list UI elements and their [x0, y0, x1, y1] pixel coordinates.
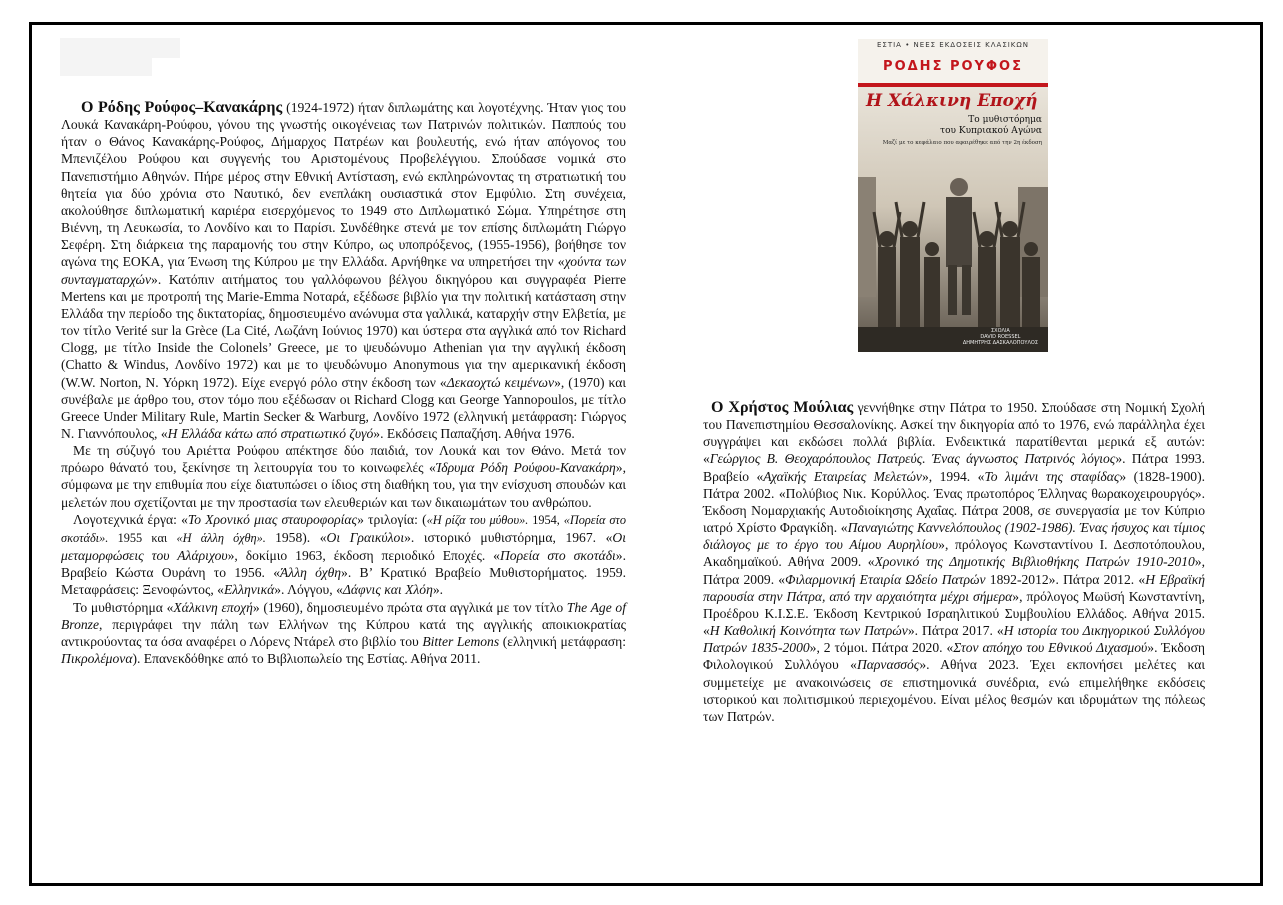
- italic-title: Οι μεταμορφώσεις του Αλάριχου: [61, 529, 626, 564]
- italic-title: Αχαϊκής Εταιρείας Μελετών: [763, 468, 922, 484]
- text-run: (ελληνική μετάφραση:: [499, 633, 626, 649]
- italic-title: Παρνασσός: [856, 657, 920, 673]
- text-run: ». ιστορικό μυθιστόρημα, 1967. «: [404, 529, 613, 545]
- cover-series: ΕΣΤΙΑ • ΝΕΕΣ ΕΚΔΟΣΕΙΣ ΚΛΑΣΙΚΩΝ: [877, 41, 1029, 49]
- text-run: 1955 και: [117, 530, 177, 545]
- cover-title: Η Χάλκινη Εποχή: [866, 91, 1038, 111]
- paragraph: [61, 599, 626, 668]
- text-run: ». Εκδόσεις Παπαζήση. Αθήνα 1976.: [373, 425, 575, 441]
- italic-title: Ίδρυμα Ρόδη Ρούφου-Κανακάρη: [435, 460, 616, 476]
- italic-title: The Age of Bronze: [61, 599, 626, 632]
- italic-title: «Η άλλη όχθη».: [176, 530, 276, 545]
- text-run: ». Αθήνα 2023. Έχει εκπονήσει μελέτες και συμμετείχε με ανακοινώσεις σε επιστημονικά συνέδρια, ενώ επιμελήθηκε εκδόσεις ιστορικού και πολιτισμικού περιεχομένου. Είναι μέλος θεσμών και ιδρυμάτων της πόλεως των Πατρών.: [703, 657, 1205, 724]
- italic-title: Στον απόηχο του Εθνικού Διχασμού: [953, 640, 1148, 656]
- italic-title: Γεώργιος Β. Θεοχαρόπουλος Πατρεύς. Ένας άγνωστος Πατρινός λόγιος: [709, 451, 1116, 467]
- italic-title: Δάφνις και Χλόη: [342, 582, 433, 598]
- text-run: », Πάτρα 2009. «: [703, 554, 1205, 587]
- text-run: Το μυθιστόρημα «: [73, 599, 174, 615]
- paragraph: [61, 99, 626, 442]
- text-run: ».: [432, 582, 444, 598]
- text-run: » (1828-1900). Πάτρα 2002. «Πολύβιος Νικ. Κορύλλος. Ένας πρωτοπόρος Έλληνας θωρακοχειρουργός». Έκδοση Νομαρχιακής Αυτοδιοίκησης Αχαΐας. Πάτρα 2008, σε συνεργασία με τον Κύπριο ιατρό Χρίστο Φραγκίδη. «: [703, 468, 1205, 536]
- text-run: γεννήθηκε στην Πάτρα το 1950. Σπούδασε στη Νομική Σχολή του Πανεπιστημίου Θεσσαλονίκης. Ασκεί την δικηγορία από το 1976, ενώ παράλληλα έχει συγγράψει και εκδώσει πολλά βιβλία. Ενδεικτικά παρατίθενται μερικά εξ αυτών: «: [703, 400, 1206, 467]
- person-name: Ο Ρόδης Ρούφος–Κανακάρης: [81, 99, 283, 116]
- text-run: ). Επανεκδόθηκε από το Βιβλιοπωλείο της Εστίας. Αθήνα 2011.: [132, 651, 481, 666]
- italic-title: Η Εβραϊκή παρουσία στην Πάτρα, από την αρχαιότητα μέχρι σήμερα: [703, 571, 1205, 604]
- italic-title: Πορεία στο σκοτάδι: [499, 548, 616, 564]
- biography-rufos: [61, 99, 626, 667]
- book-cover: [858, 39, 1048, 352]
- text-run: 1958). «: [275, 529, 327, 545]
- text-run: » (1960), δημοσιευμένο πρώτα στα αγγλικά με τον τίτλο: [252, 599, 567, 615]
- text-run: ». Β’ Κρατικό Βραβείο Μυθιστορήματος. 1959. Μεταφράσεις: Ξενοφώντος, «: [61, 565, 626, 598]
- italic-title: Φιλαρμονική Εταιρία Ωδείο Πατρών: [785, 571, 986, 587]
- italic-title: Το Χρονικό μιας σταυροφορίας: [187, 511, 358, 527]
- italic-title: Ελληνικά: [223, 582, 275, 598]
- text-run: ». Λόγγου, «: [274, 582, 343, 598]
- italic-title: Η Ελλάδα κάτω από στρατιωτικό ζυγό: [167, 425, 374, 441]
- person-name: Ο Χρήστος Μούλιας: [711, 399, 854, 416]
- cover-credits: ΣΧΟΛΙΑ DAVID ROESSEL ΔΗΜΗΤΡΗΣ ΔΑΣΚΑΛΟΠΟΥΛΟΣ: [962, 328, 1038, 346]
- paragraph: [61, 511, 626, 599]
- biography-moulias: [703, 399, 1205, 725]
- italic-title: «Η ρίζα του μύθου».: [426, 512, 533, 527]
- text-run: Με τη σύζυγό του Αριέττα Ρούφου απέκτησε δύο παιδιά, τον Λουκά και τον Θάνο. Μετά τον πρόωρο θάνατό του, ξεκίνησε τη λειτουργία του το κοινωφελές «: [61, 443, 626, 476]
- italic-title: Η Καθολική Κοινότητα των Πατρών: [709, 623, 908, 639]
- paragraph: [703, 399, 1205, 725]
- italic-title: Παναγιώτης Καννελόπουλος (1902-1986). Ένας ήσυχος και τίμιος διάλογος με το έργο του Αίμου Αυρηλίου: [703, 520, 1205, 553]
- text-run: », 2 τόμοι. Πάτρα 2020. «: [809, 640, 954, 656]
- italic-title: Το λιμάνι της σταφίδας: [984, 468, 1120, 484]
- text-run: ». Έκδοση Φιλολογικού Συλλόγου «: [703, 640, 1206, 673]
- italic-title: Η ιστορία του Δικηγορικού Συλλόγου Πατρών 1835-2000: [703, 623, 1205, 656]
- text-run: Λογοτεχνικά έργα: «: [73, 511, 188, 527]
- italic-title: Δεκαοχτώ κειμένων: [446, 374, 555, 390]
- text-run: », πρόλογος Μωϋσή Κωνσταντίνη, Προέδρου Κ.Ι.Σ.Ε. Έκδοση Κεντρικού Ισραηλιτικού Συμβουλίου Ελλάδος. Αθήνα 2015. «: [703, 588, 1205, 639]
- text-run: ». Πάτρα 1993. Βραβείο «: [703, 451, 1205, 484]
- italic-title: χούντα των συνταγματαρχών: [61, 254, 626, 287]
- text-run: », πρόλογος Κωνσταντίνου Ι. Δεσποτόπουλου, Ακαδημαϊκού. Αθήνα 2009. «: [703, 537, 1205, 570]
- text-run: ». Βραβείο Κώστα Ουράνη το 1956. «: [61, 548, 626, 581]
- italic-title: Οι Γραικύλοι: [326, 529, 405, 545]
- italic-title: Χρονικό της Δημοτικής Βιβλιοθήκης Πατρών 1910-2010: [874, 554, 1195, 570]
- italic-title: Bitter Lemons: [422, 633, 500, 649]
- italic-title: «Πορεία στο σκοτάδι».: [61, 512, 626, 545]
- logo-placeholder: [60, 38, 180, 76]
- text-run: , περιγράφει την πάλη των Ελλήνων της Κύπρου κατά της αγγλικής αποικιοκρατίας αντικρούοντας τα όσα αναφέρει ο Λόρενς Ντάρελ στο βιβλίο του: [61, 616, 626, 649]
- text-run: », 1994. «: [921, 468, 985, 484]
- cover-subtitle: Το μυθιστόρημα του Κυπριακού Αγώνα: [940, 115, 1042, 136]
- italic-title: Πικρολέμονα: [61, 651, 133, 666]
- italic-title: Άλλη όχθη: [280, 565, 342, 581]
- text-run: (1924-1972) ήταν διπλωμάτης και λογοτέχνης. Ήταν γιος του Λουκά Κανακάρη-Ρούφου, γόνου της γνωστής οικογένειας των Πατρινών πολιτικών. Παππούς του ήταν ο Θάνος Κανακάρης-Ρούφος, Δήμαρχος Πατρέων και βουλευτής, ενώ ήταν απόγονος του Μπενιζέλου Ρούφου και συγγενής του Αριστομένους Προβελέγγιου. Σπούδασε νομικά στο Πανεπιστήμιο Αθηνών. Πήρε μέρος στην Εθνική Αντίσταση, ενώ εκπληρώνοντας τη στρατιωτική του θητεία για δύο χρόνια στο Ναυτικό, δεν ενεπλάκη ουσιαστικά στον Εμφύλιο. Στη συνέχεια, ακολούθησε διπλωματική καριέρα εισερχόμενος το 1949 στο Διπλωματικό Σώμα. Υπηρέτησε στη Βιέννη, τη Λευκωσία, το Λονδίνο και το Παρίσι. Συνδέθηκε στενά με τον επίσης διπλωμάτη Γιώργο Σεφέρη. Στη διάρκεια της παραμονής του στην Κύπρο, ως υποπρόξενος, (1955-1956), βοήθησε τον αγώνα της ΕΟΚΑ, για Ένωση της Κύπρου με την Ελλάδα. Αρνήθηκε να υπηρετήσει την «: [61, 100, 626, 270]
- text-run: » τριλογία: (: [357, 511, 427, 527]
- cover-author: ΡΟΔΗΣ ΡΟΥΦΟΣ: [883, 59, 1023, 74]
- text-run: », (1970) και συνέβαλε με άρθρο του, στον τόμο που εξέδωσαν οι Richard Clogg και George Yannopoulos, με τίτλο Greece Under Military Rule, Martin Secker & Warburg, Λονδίνο 1972 (ελληνική μετάφραση: Γιώργος Ν. Γιαννόπουλος, «: [61, 374, 626, 441]
- text-run: », δοκίμιο 1963, έκδοση περιοδικό Εποχές. «: [227, 548, 500, 564]
- text-run: 1954,: [532, 512, 564, 527]
- text-run: ». Πάτρα 2017. «: [907, 623, 1004, 639]
- text-run: 1892-2012». Πάτρα 2012. «: [985, 571, 1146, 587]
- text-run: », σύμφωνα με την επιθυμία που είχε διατυπώσει ο ίδιος στη διαθήκη του, για την ενίσχυση σπουδών και μελετών που σχετίζονται με την προστασία των ελευθεριών και των δικαιωμάτων του ανθρώπου.: [61, 460, 626, 510]
- italic-title: Χάλκινη εποχή: [173, 599, 253, 615]
- cover-note: Μαζί με το κεφάλαιο που αφαιρέθηκε από την 2η έκδοση: [882, 140, 1042, 146]
- text-run: ». Κατόπιν αιτήματος του γαλλόφωνου βέλγου δικηγόρου και συγγραφέα Pierre Mertens και με προτροπή της Marie-Emma Νοταρά, εξέδωσε βιβλίο για την πολιτική κατάσταση στην Ελλάδα την περίοδο της δικτατορίας, δημοσιευμένο ανώνυμα στα γαλλικά, καταρχήν στην Ελβετία, με τον τίτλο Verité sur la Grèce (La Cité, Λωζάνη Ιούνιος 1970) και ύστερα στα αγγλικά από τον Richard Clogg, με τίτλο Inside the Colonels’ Greece, με το ψευδώνυμο Athenian για την αγγλική έκδοση (Chatto & Windus, Λονδίνο 1972) και με το ψευδώνυμο Anonymous για την αμερικανική έκδοση (W.W. Norton, N. Υόρκη 1972). Είχε ενεργό ρόλο στην έκδοση των «: [61, 271, 626, 390]
- paragraph: [61, 442, 626, 511]
